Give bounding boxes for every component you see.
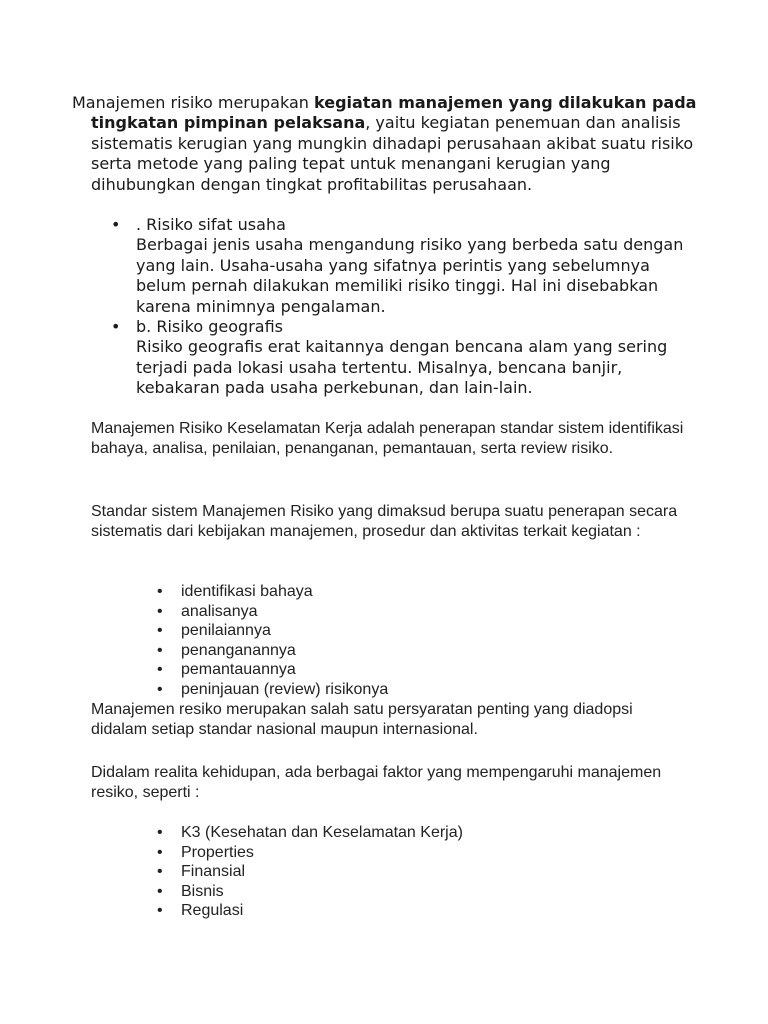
factor-label: Regulasi (181, 902, 244, 919)
list-item (111, 317, 691, 399)
requirement-paragraph: Manajemen resiko merupakan salah satu persyaratan penting yang diadopsi didalam setiap standar nasional maupun internasional. (91, 701, 633, 738)
list-item (157, 823, 557, 843)
bullet-icon: • (157, 902, 163, 919)
bullet-icon: • (157, 583, 163, 600)
factors-paragraph: Didalam realita kehidupan, ada berbagai faktor yang mempengaruhi manajemen resiko, seperti : (91, 764, 662, 801)
list-item (111, 215, 691, 317)
factor-label: Properties (181, 843, 254, 861)
bullet-icon: • (157, 641, 163, 659)
risk-title: b. Risiko geografis (136, 317, 283, 337)
factor-label: Finansial (181, 863, 246, 880)
bullet-icon: • (157, 863, 163, 880)
factor-label: Bisnis (181, 882, 224, 900)
list-item (157, 680, 557, 700)
bullet-icon: • (111, 215, 121, 234)
list-item (157, 641, 557, 661)
list-item (157, 602, 557, 622)
activity-list (157, 582, 557, 699)
intro-rest: , yaitu kegiatan penemuan dan analisis sistematis kerugian yang mungkin dihadapi perusahaan akibat suatu risiko serta metode yang paling tepat untuk menangani kerugian yang dihubungkan dengan tingkat profitabilitas perusahaan. (91, 113, 694, 194)
intro-lead: Manajemen risiko merupakan (72, 93, 314, 112)
list-item (157, 660, 557, 680)
bullet-icon: • (157, 680, 163, 698)
list-item (157, 901, 557, 921)
bullet-icon: • (157, 824, 163, 841)
bullet-icon: • (157, 622, 163, 639)
list-item (157, 862, 557, 882)
activity-label: analisanya (181, 602, 258, 620)
list-item (157, 582, 557, 602)
activity-label: penanganannya (181, 641, 296, 659)
bullet-icon: • (157, 843, 163, 861)
intro-paragraph (72, 93, 711, 195)
standard-paragraph: Standar sistem Manajemen Risiko yang dimaksud berupa suatu penerapan secara sistematis dari kebijakan manajemen, prosedur dan aktivitas terkait kegiatan : (91, 503, 678, 540)
activity-label: peninjauan (review) risikonya (181, 680, 389, 698)
intro-bold-phrase: kegiatan manajemen yang dilakukan pada tingkatan pimpinan pelaksana (91, 93, 697, 133)
risk-description: Berbagai jenis usaha mengandung risiko yang berbeda satu dengan yang lain. Usaha-usaha yang sifatnya perintis yang sebelumnya belum pernah dilakukan memiliki risiko tinggi. Hal ini disebabkan karena minimnya pengalaman. (136, 235, 684, 316)
list-item (157, 882, 557, 902)
list-item (157, 621, 557, 641)
bullet-icon: • (111, 317, 121, 337)
risk-type-list (111, 215, 691, 399)
activity-label: identifikasi bahaya (181, 583, 313, 600)
risk-description: Risiko geografis erat kaitannya dengan bencana alam yang sering terjadi pada lokasi usaha tertentu. Misalnya, bencana banjir, kebakaran pada usaha perkebunan, dan lain-lain. (136, 337, 668, 398)
activity-label: penilaiannya (181, 622, 271, 639)
bullet-icon: • (157, 602, 163, 620)
list-item (157, 843, 557, 863)
bullet-icon: • (157, 882, 163, 900)
k3-definition-paragraph: Manajemen Risiko Keselamatan Kerja adalah penerapan standar sistem identifikasi bahaya, analisa, penilaian, penanganan, pemantauan, serta review risiko. (91, 420, 684, 457)
bullet-icon: • (157, 661, 163, 678)
factor-label: K3 (Kesehatan dan Keselamatan Kerja) (181, 824, 463, 841)
factor-list (157, 823, 557, 921)
risk-title: . Risiko sifat usaha (136, 215, 286, 234)
activity-label: pemantauannya (181, 661, 296, 678)
